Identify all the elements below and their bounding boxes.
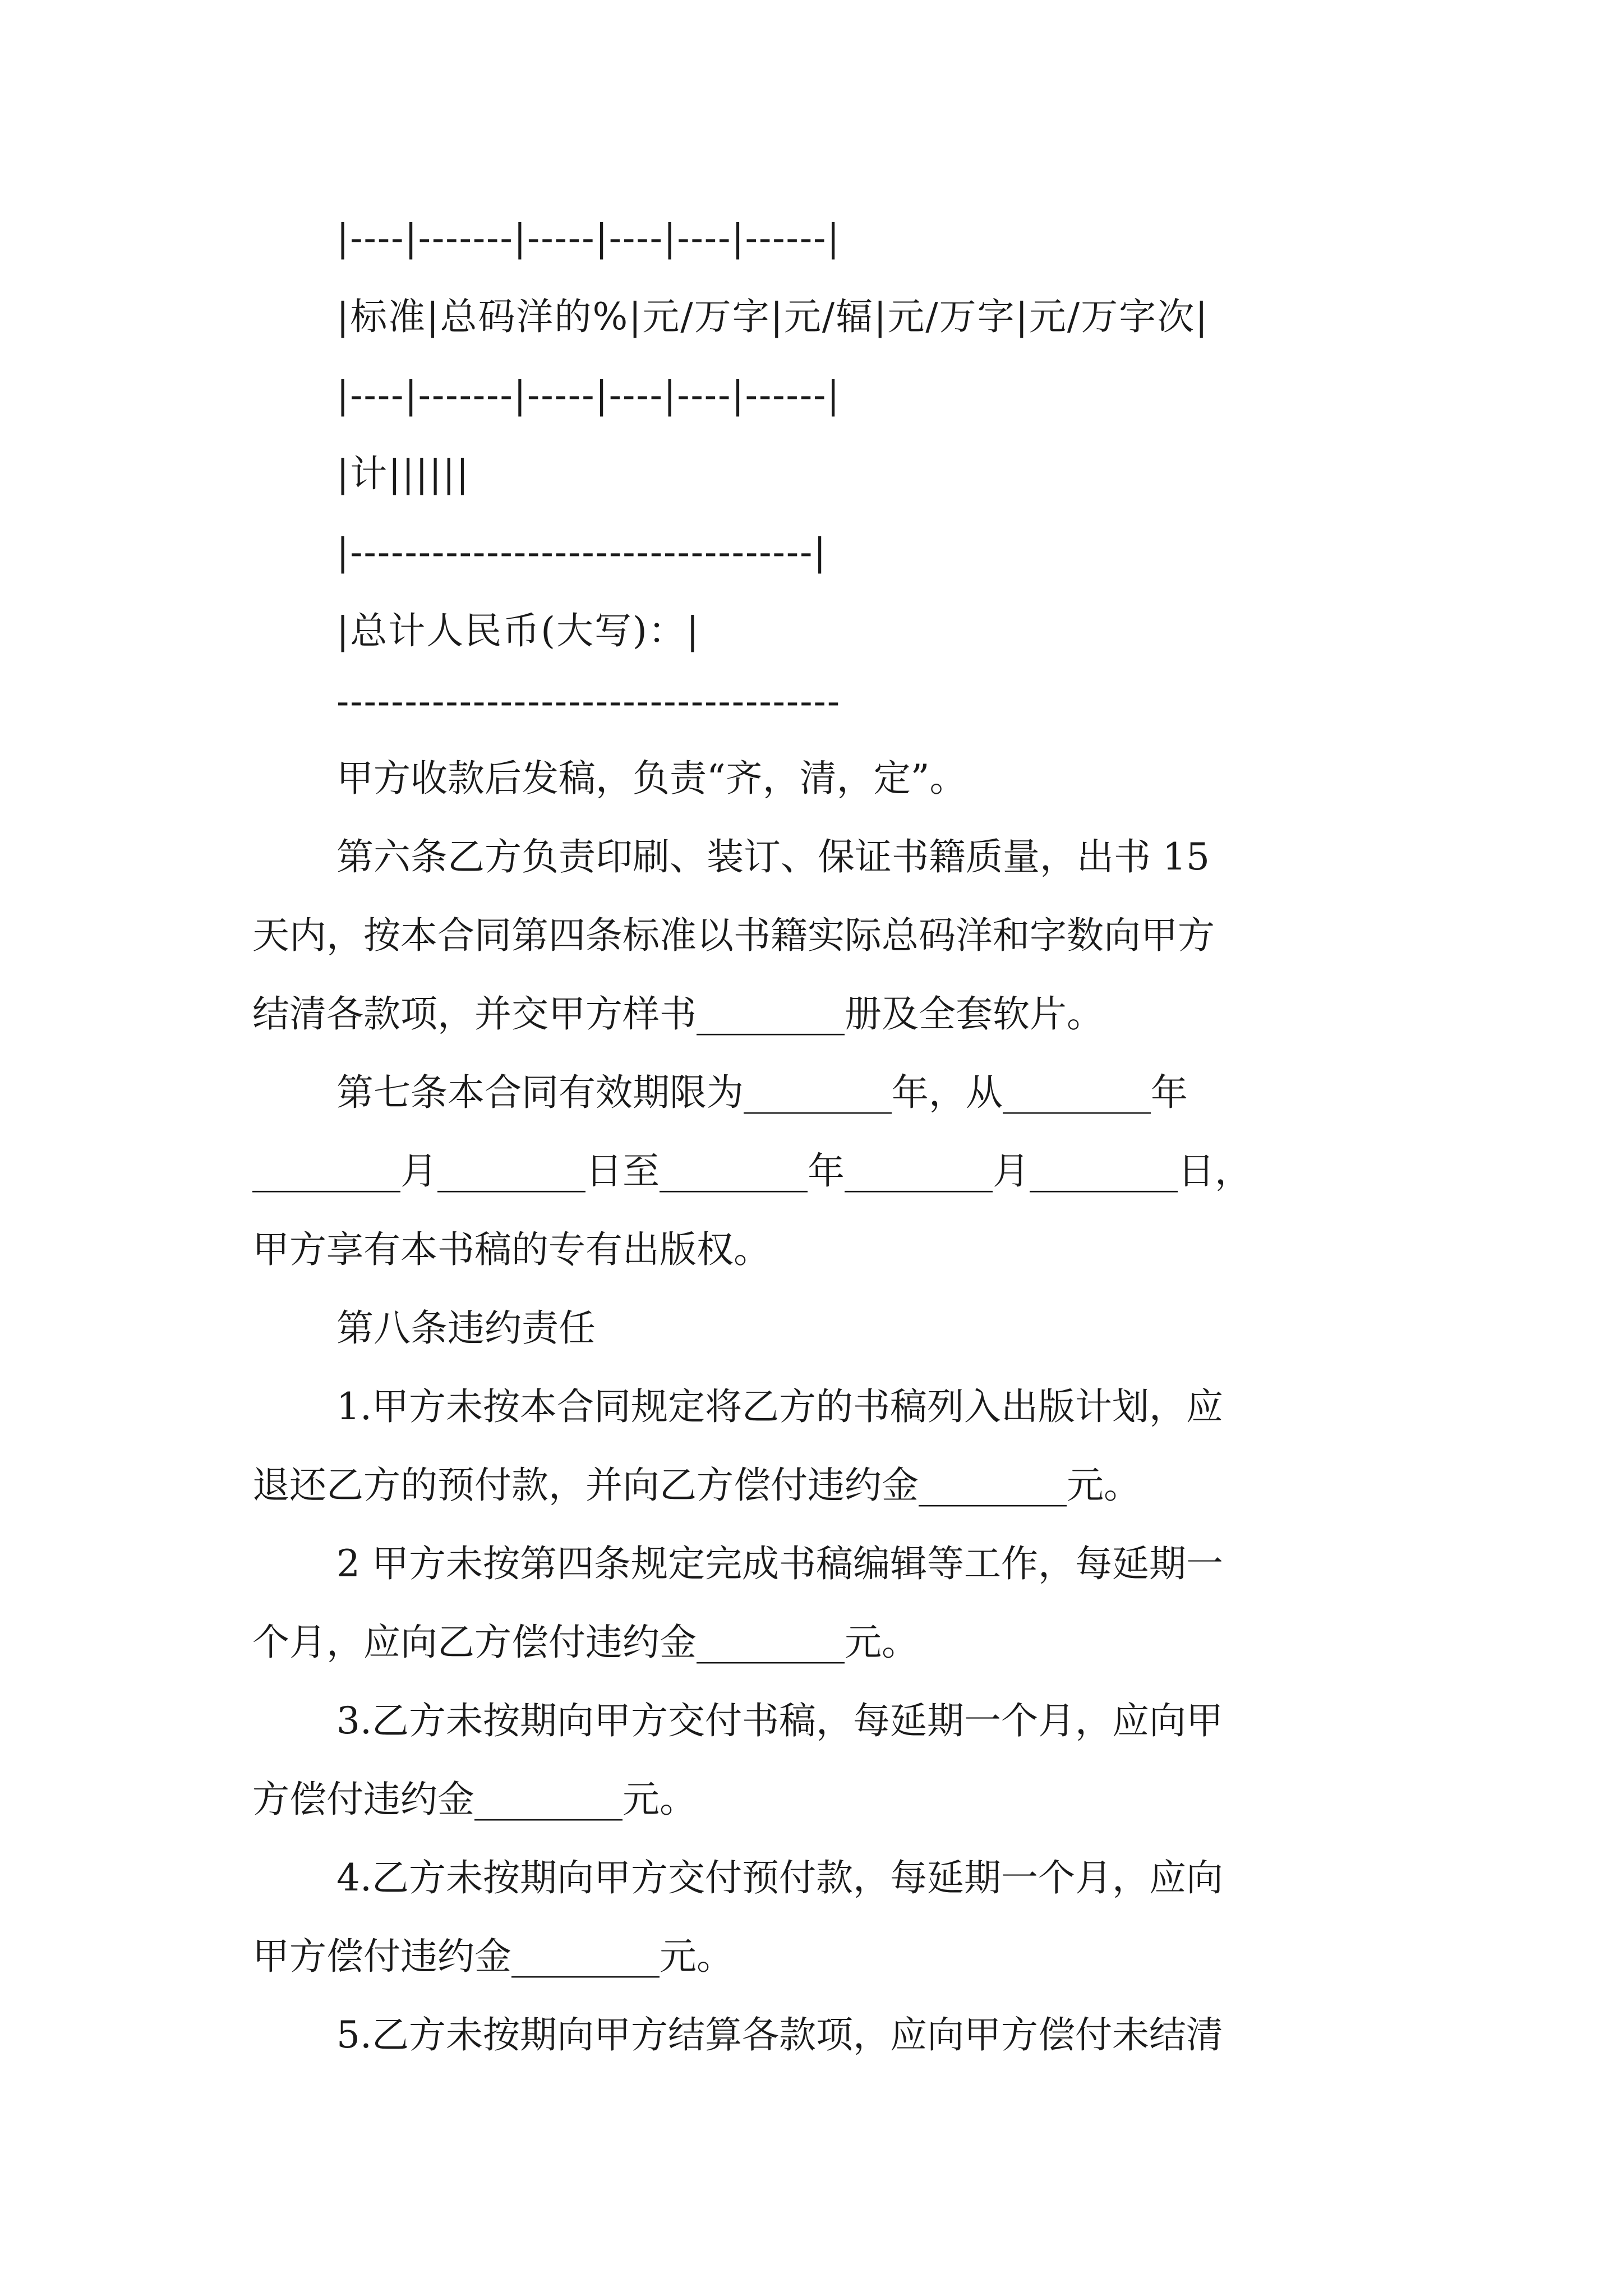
table-separator-row: |----|-------|-----|----|----|------| <box>336 374 841 417</box>
paragraph-text: 3.乙方未按期向甲方交付书稿，每延期一个月，应向甲 <box>336 1699 1223 1742</box>
table-header-row: |标准|总码洋的%|元/万字|元/辐|元/万字|元/万字次| <box>336 295 1209 338</box>
paragraph-text: 4.乙方未按期向甲方交付预付款，每延期一个月，应向 <box>336 1856 1223 1899</box>
section-heading: 第八条违约责任 <box>336 1306 596 1350</box>
paragraph-text: 1.甲方未按本合同规定将乙方的书稿列入出版计划，应 <box>336 1385 1223 1428</box>
paragraph-text: 个月，应向乙方偿付违约金________元。 <box>252 1621 919 1664</box>
paragraph-text: 结清各款项，并交甲方样书________册及全套软片。 <box>252 992 1104 1036</box>
table-separator-row: |----------------------------------| <box>336 531 827 574</box>
paragraph-text: 甲方收款后发稿，负责“齐，清，定”。 <box>336 757 967 800</box>
table-separator-row: |----|-------|-----|----|----|------| <box>336 217 841 260</box>
paragraph-text: 天内，按本合同第四条标准以书籍实际总码洋和字数向甲方 <box>252 914 1215 957</box>
table-bottom-rule: ------------------------------------- <box>336 680 841 723</box>
paragraph-text: 甲方享有本书稿的专有出版权。 <box>252 1228 771 1271</box>
paragraph-text: ________月________日至________年________月________日， <box>252 1149 1252 1193</box>
paragraph-text: 2 甲方未按第四条规定完成书稿编辑等工作，每延期一 <box>336 1542 1223 1585</box>
table-grand-total-row: |总计人民币(大写)：| <box>336 609 700 652</box>
paragraph-text: 退还乙方的预付款，并向乙方偿付违约金________元。 <box>252 1464 1141 1507</box>
paragraph-text: 甲方偿付违约金________元。 <box>252 1935 734 1978</box>
paragraph-text: 5.乙方未按期向甲方结算各款项，应向甲方偿付未结清 <box>336 2013 1223 2056</box>
table-total-row: |计|||||| <box>336 452 470 495</box>
paragraph-text: 方偿付违约金________元。 <box>252 1778 697 1821</box>
paragraph-text: 第六条乙方负责印刷、装订、保证书籍质量，出书 15 <box>336 835 1210 878</box>
paragraph-text: 第七条本合同有效期限为________年，从________年 <box>336 1071 1188 1114</box>
